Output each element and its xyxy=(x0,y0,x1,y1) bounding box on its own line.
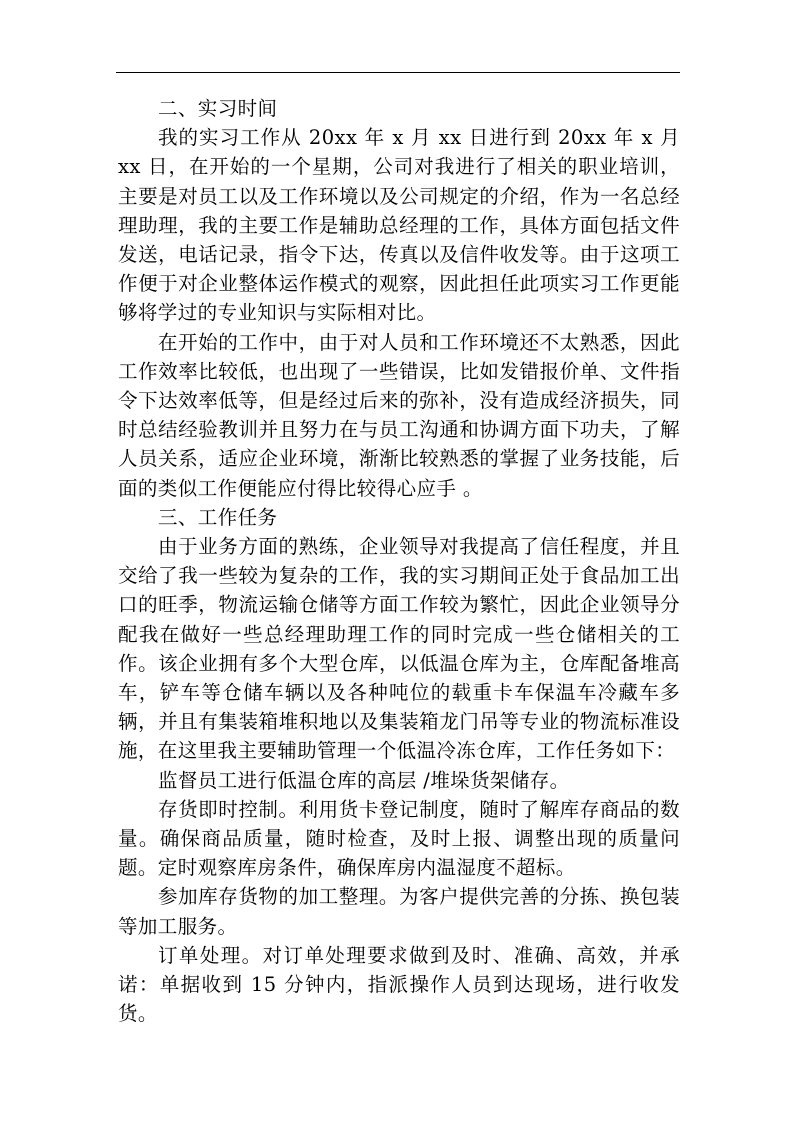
task-item-storage-supervision: 监督员工进行低温仓库的高层 /堆垛货架储存。 xyxy=(158,768,570,792)
paragraph-warehouse-duties: 由于业务方面的熟练，企业领导对我提高了信任程度，并且交给了我一些较为复杂的工作，我的实习期间正处于食品加工出口的旺季，物流运输仓储等方面工作较为繁忙，因此企业领导分配我在做好一些总经理助理工作的同时完成一些仓储相关的工作。该企业拥有多个大型仓库，以低温仓库为主，仓库配备堆高车，铲车等仓储车辆以及各种吨位的载重卡车保温车冷藏车多辆，并且有集装箱堆积地以及集装箱龙门吊等专业的物流标准设施，在这里我主要辅助管理一个低温冷冻仓库，工作任务如下： xyxy=(118,535,680,763)
paragraph-internship-period: 我的实习工作从 20xx 年 x 月 xx 日进行到 20xx 年 x 月 xx 日，在开始的一个星期，公司对我进行了相关的职业培训，主要是对员工以及工作环境以及公司规定的介绍，作为一名总经理助理，我的主要工作是辅助总经理的工作，具体方面包括文件发送，电话记录，指令下达，传真以及信件收发等。由于这项工作便于对企业整体运作模式的观察，因此担任此项实习工作更能够将学过的专业知识与实际相对比。 xyxy=(118,126,680,325)
header-rule xyxy=(116,72,680,73)
task-item-processing: 参加库存货物的加工整理。为客户提供完善的分拣、换包装等加工服务。 xyxy=(118,885,680,938)
paragraph-early-work: 在开始的工作中，由于对人员和工作环境还不太熟悉，因此工作效率比较低，也出现了一些错误，比如发错报价单、文件指令下达效率低等，但是经过后来的弥补，没有造成经济损失，同时总结经验教训并且努力在与员工沟通和协调方面下功夫，了解人员关系，适应企业环境，渐渐比较熟悉的掌握了业务技能，后面的类似工作便能应付得比较得心应手 。 xyxy=(118,330,680,500)
section-heading-work-tasks: 三、工作任务 xyxy=(158,505,278,529)
section-heading-internship-time: 二、实习时间 xyxy=(158,97,278,120)
task-item-order-processing: 订单处理。对订单处理要求做到及时、准确、高效，并承诺：单据收到 15 分钟内，指派操作人员到达现场，进行收发货。 xyxy=(118,943,680,1026)
document-body xyxy=(118,94,680,1029)
task-item-inventory-control: 存货即时控制。利用货卡登记制度，随时了解库存商品的数量。确保商品质量，随时检查，及时上报、调整出现的质量问题。定时观察库房条件，确保库房内温湿度不超标。 xyxy=(118,797,680,880)
